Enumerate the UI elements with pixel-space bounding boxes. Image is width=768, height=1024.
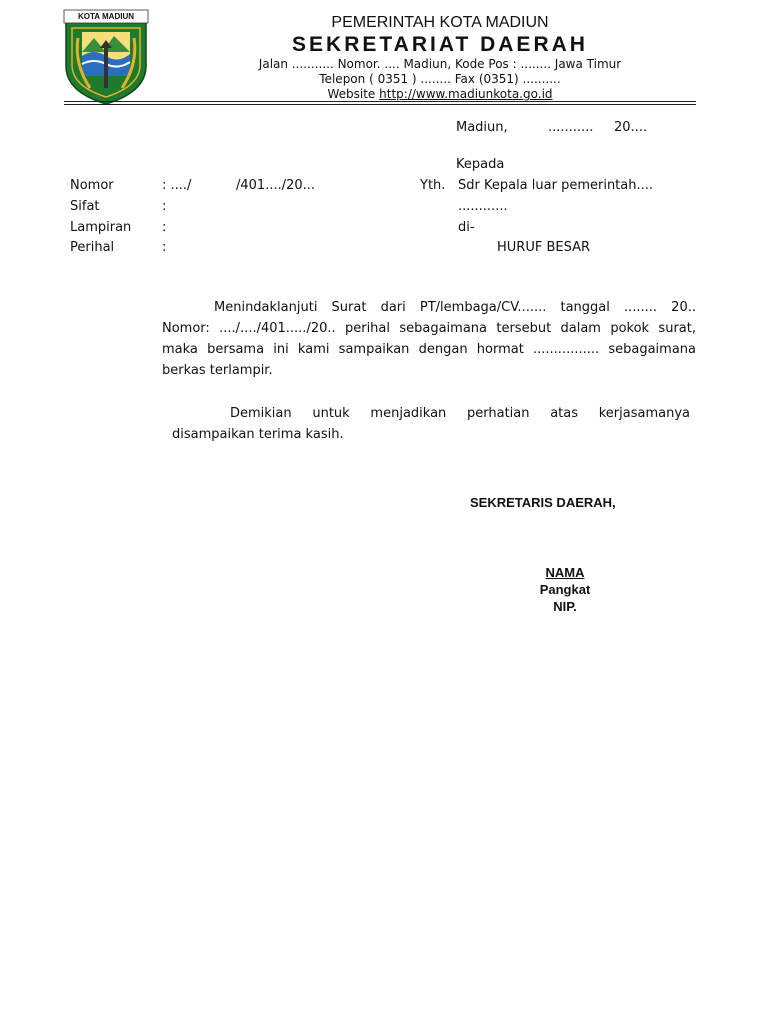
- website-label: Website: [327, 87, 376, 101]
- signatory-name: NAMA: [545, 565, 585, 580]
- nomor-label: Nomor: [70, 178, 114, 193]
- paragraph-1-line-3: maka bersama ini kami sampaikan dengan hormat ................ sebagaimana: [162, 342, 696, 357]
- phone-line: Telepon ( 0351 ) ........ Fax (0351) ..........: [319, 72, 561, 86]
- recipient-yth: Yth.: [420, 178, 446, 193]
- lampiran-label: Lampiran: [70, 220, 132, 235]
- signatory-nip: NIP.: [553, 599, 577, 614]
- recipient-kepada: Kepada: [456, 157, 505, 172]
- website-link[interactable]: http://www.madiunkota.go.id: [379, 87, 553, 101]
- sifat-label: Sifat: [70, 199, 100, 214]
- recipient-name: Sdr Kepala luar pemerintah....: [458, 178, 654, 193]
- website-line: [240, 87, 640, 101]
- nomor-value: /401..../20...: [236, 178, 316, 193]
- perihal-colon: :: [162, 240, 167, 255]
- paragraph-2-line-1: Demikian untuk menjadikan perhatian atas kerjasamanya: [230, 406, 690, 421]
- city-emblem-logo: [60, 8, 152, 106]
- organization-name: PEMERINTAH KOTA MADIUN: [331, 14, 549, 31]
- recipient-dots: ............: [458, 199, 508, 214]
- signatory-rank: Pangkat: [539, 582, 591, 597]
- logo-banner-text: KOTA MADIUN: [78, 12, 134, 21]
- date-day-dots: ...........: [548, 120, 594, 135]
- signature-title: SEKRETARIS DAERAH,: [470, 495, 616, 510]
- body-paragraph-1: [162, 297, 696, 381]
- paragraph-1-line-4: berkas terlampir.: [162, 363, 273, 378]
- lampiran-colon: :: [162, 220, 167, 235]
- recipient-di: di-: [458, 220, 475, 235]
- date-place: Madiun,: [456, 120, 508, 135]
- sifat-colon: :: [162, 199, 167, 214]
- recipient-place: HURUF BESAR: [497, 240, 590, 255]
- paragraph-1-line-2: Nomor: ..../..../401...../20.. perihal sebagaimana tersebut dalam pokok surat,: [162, 321, 696, 336]
- letterhead-rule-thin-lower: [64, 104, 696, 105]
- address-line: Jalan ........... Nomor. .... Madiun, Kode Pos : ........ Jawa Timur: [258, 57, 622, 71]
- department-name: SEKRETARIAT DAERAH: [292, 33, 588, 56]
- nomor-colon: : ..../: [162, 178, 192, 193]
- paragraph-1-line-1: Menindaklanjuti Surat dari PT/lembaga/CV....... tanggal ........ 20..: [214, 300, 696, 315]
- date-year: 20....: [614, 120, 648, 135]
- perihal-label: Perihal: [70, 240, 115, 255]
- body-paragraph-2: [172, 403, 690, 445]
- letterhead-rule-thin: [64, 101, 696, 102]
- paragraph-2-line-2: disampaikan terima kasih.: [172, 427, 344, 442]
